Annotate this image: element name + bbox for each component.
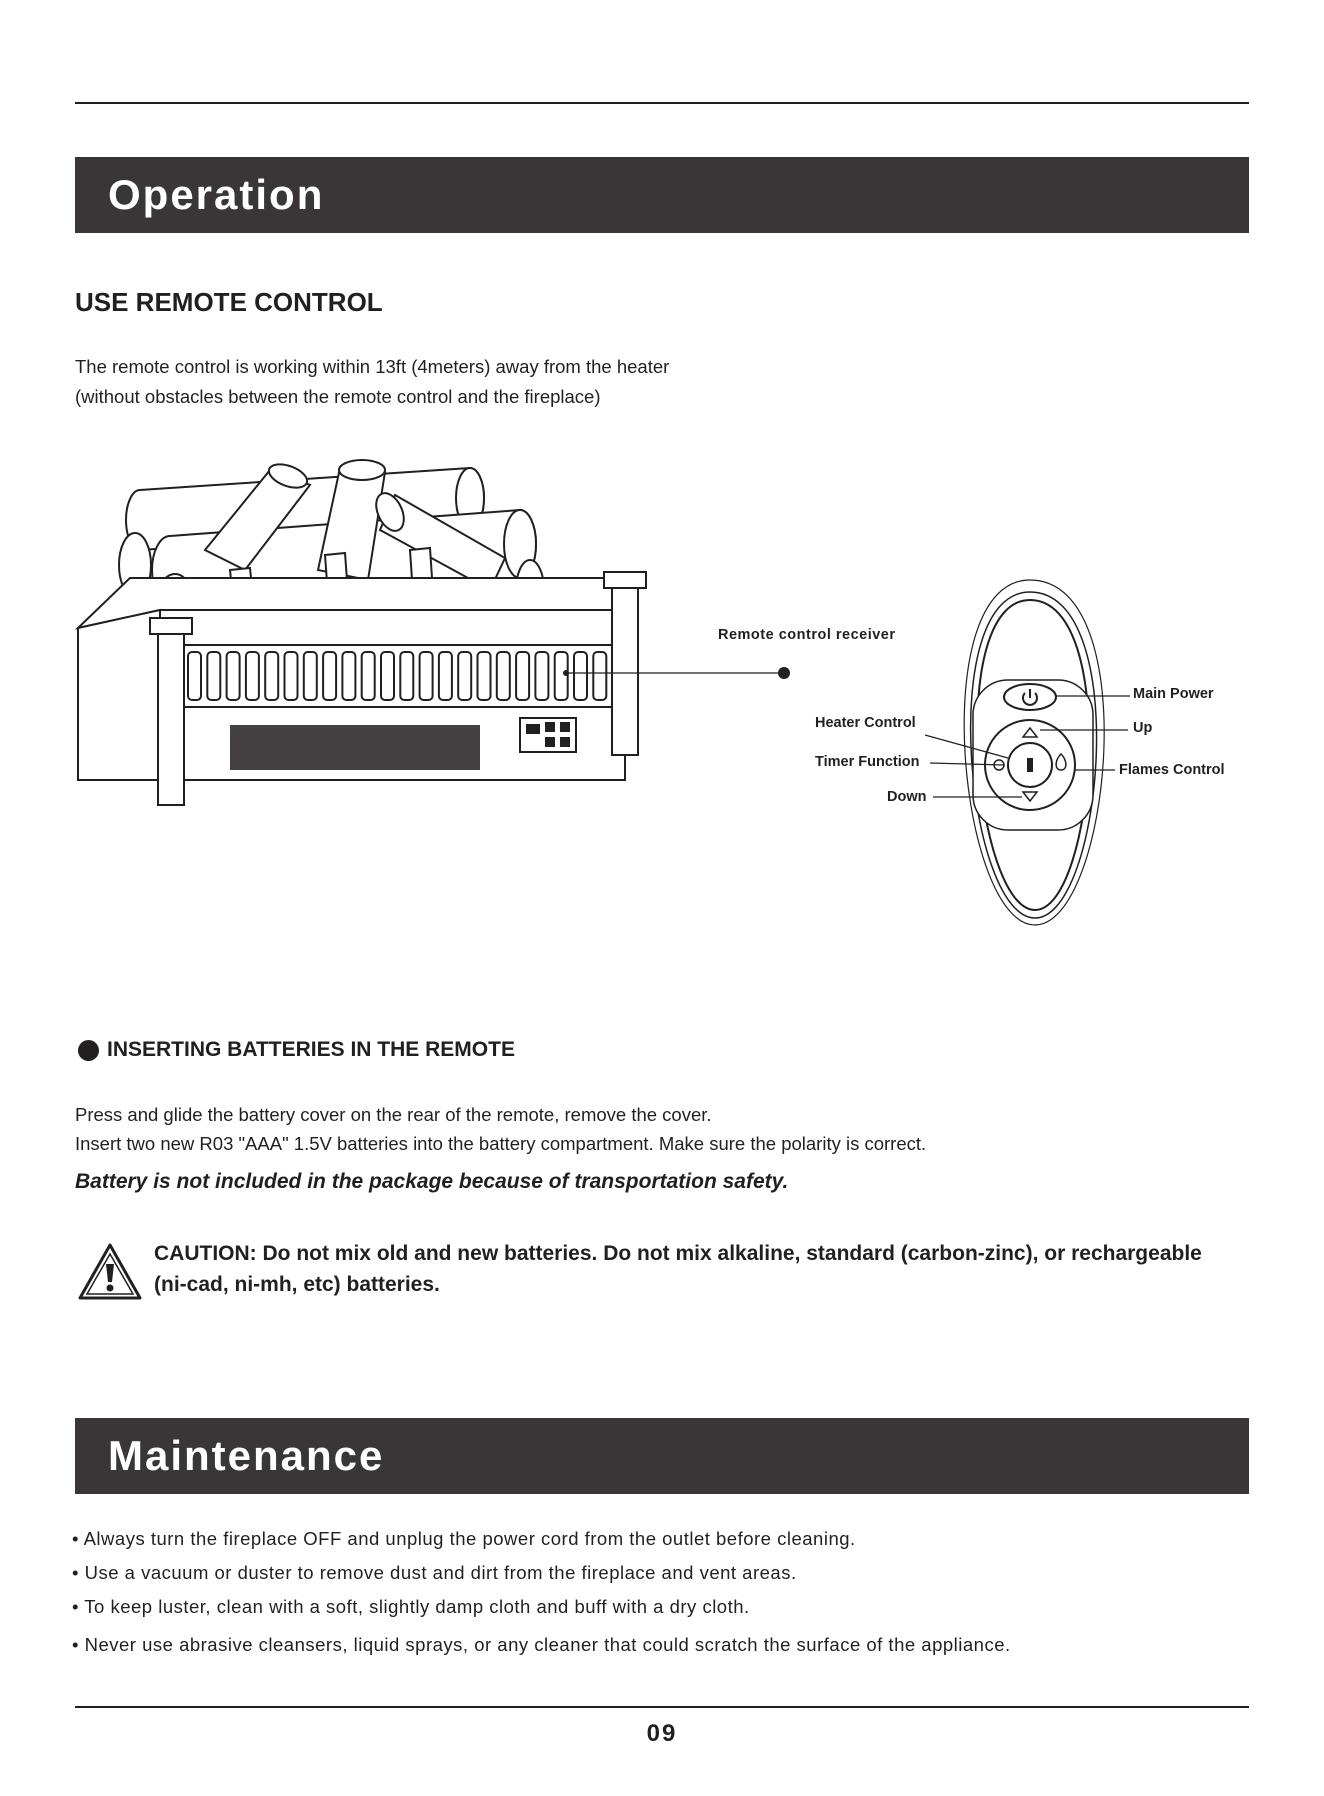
louvre-slot xyxy=(458,652,471,700)
louvre-slot xyxy=(400,652,413,700)
louvre-slot xyxy=(246,652,259,700)
list-item: • Always turn the fireplace OFF and unplug the power cord from the outlet before cleaning. xyxy=(72,1528,856,1549)
batteries-line-1: Press and glide the battery cover on the rear of the remote, remove the cover. xyxy=(75,1104,712,1125)
caution-line-1: CAUTION: Do not mix old and new batteries. Do not mix alkaline, standard (carbon-zinc), or rechargeable xyxy=(154,1242,1202,1265)
fireplace-remote-diagram xyxy=(0,440,1324,1000)
operation-banner: Operation xyxy=(75,157,1249,233)
fireplace-illustration xyxy=(78,460,646,805)
list-item: • Never use abrasive cleansers, liquid sprays, or any cleaner that could scratch the surface of the appliance. xyxy=(72,1634,1011,1655)
louvre-slot xyxy=(285,652,298,700)
remote-illustration xyxy=(964,580,1104,925)
louvre-slot xyxy=(265,652,278,700)
louvre-slot xyxy=(323,652,336,700)
louvre-slot xyxy=(188,652,201,700)
receiver-dot xyxy=(778,667,790,679)
batteries-heading xyxy=(78,1038,515,1062)
batteries-line-2: Insert two new R03 "AAA" 1.5V batteries into the battery compartment. Make sure the polarity is correct. xyxy=(75,1133,927,1154)
label-remote-receiver: Remote control receiver xyxy=(718,627,896,643)
battery-note: Battery is not included in the package because of transportation safety. xyxy=(75,1170,789,1193)
louvre-slot xyxy=(497,652,510,700)
section-title: USE REMOTE CONTROL xyxy=(75,287,383,317)
page-number: 09 xyxy=(646,1720,678,1747)
label-up: Up xyxy=(1133,720,1153,736)
label-timer-function: Timer Function xyxy=(815,754,920,770)
intro-text xyxy=(75,352,669,412)
louvre-slot xyxy=(555,652,568,700)
louvre-slot xyxy=(304,652,317,700)
batteries-text xyxy=(75,1100,926,1158)
label-main-power: Main Power xyxy=(1133,686,1214,702)
louvre-slot xyxy=(593,652,606,700)
louvre-slot xyxy=(207,652,220,700)
label-heater-control: Heater Control xyxy=(815,715,916,731)
bottom-rule xyxy=(75,1706,1249,1708)
louvre-slot xyxy=(227,652,240,700)
top-rule xyxy=(75,102,1249,104)
maintenance-list xyxy=(72,1522,1011,1662)
caution-text xyxy=(154,1238,1202,1300)
batteries-heading-text: INSERTING BATTERIES IN THE REMOTE xyxy=(107,1038,515,1061)
label-down: Down xyxy=(887,789,927,805)
timer-icon xyxy=(1027,758,1033,772)
louvre-slot xyxy=(535,652,548,700)
louvre-slot xyxy=(342,652,355,700)
louvre-slot xyxy=(574,652,587,700)
maintenance-banner: Maintenance xyxy=(75,1418,1249,1494)
louvre-slot xyxy=(439,652,452,700)
warning-icon xyxy=(77,1242,143,1302)
list-item: • Use a vacuum or duster to remove dust and dirt from the fireplace and vent areas. xyxy=(72,1562,797,1583)
bullet-icon xyxy=(78,1040,99,1061)
intro-line-1: The remote control is working within 13ft (4meters) away from the heater xyxy=(75,356,670,377)
louvre-slot xyxy=(420,652,433,700)
louvre-slot xyxy=(381,652,394,700)
label-flames-control: Flames Control xyxy=(1119,762,1225,778)
louvre-slot xyxy=(478,652,491,700)
louvre-slot xyxy=(516,652,529,700)
caution-line-2: (ni-cad, ni-mh, etc) batteries. xyxy=(154,1273,440,1296)
list-item: • To keep luster, clean with a soft, slightly damp cloth and buff with a dry cloth. xyxy=(72,1596,750,1617)
intro-line-2: (without obstacles between the remote control and the fireplace) xyxy=(75,386,601,407)
louvre-slot xyxy=(362,652,375,700)
